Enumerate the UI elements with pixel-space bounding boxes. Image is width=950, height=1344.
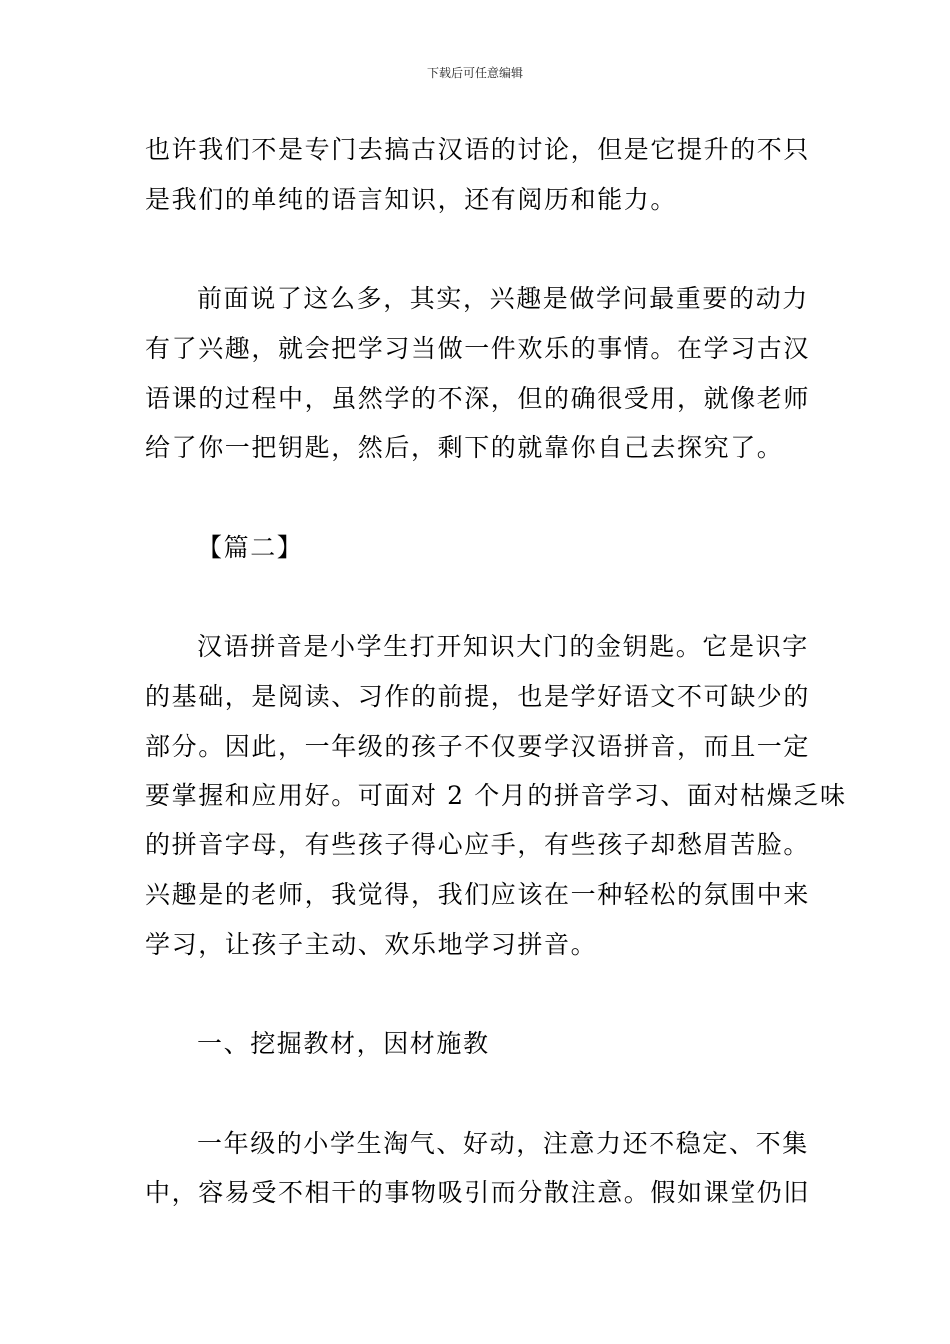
paragraph-2-line-4: 给了你一把钥匙，然后，剩下的就靠你自己去探究了。 <box>145 433 784 462</box>
paragraph-1-line-1: 也许我们不是专门去搞古汉语的讨论，但是它提升的不只 <box>145 135 811 164</box>
paragraph-3-line-1: 汉语拼音是小学生打开知识大门的金钥匙。它是识字 <box>197 632 809 661</box>
paragraph-3-line-2: 的基础，是阅读、习作的前提，也是学好语文不可缺少的 <box>145 682 811 711</box>
paragraph-3-line-6: 兴趣是的老师，我觉得，我们应该在一种轻松的氛围中来 <box>145 880 811 909</box>
paragraph-3-line-5: 的拼音字母，有些孩子得心应手，有些孩子却愁眉苦脸。 <box>145 830 811 859</box>
paragraph-4-line-1: 一年级的小学生淘气、好动，注意力还不稳定、不集 <box>197 1129 809 1158</box>
paragraph-2-line-2: 有了兴趣，就会把学习当做一件欢乐的事情。在学习古汉 <box>145 334 811 363</box>
page-header: 下载后可任意编辑 <box>426 66 523 80</box>
paragraph-2-line-1: 前面说了这么多，其实，兴趣是做学问最重要的动力 <box>197 284 809 313</box>
paragraph-1-line-2: 是我们的单纯的语言知识，还有阅历和能力。 <box>145 185 678 214</box>
paragraph-3-line-3: 部分。因此，一年级的孩子不仅要学汉语拼音，而且一定 <box>145 732 811 761</box>
paragraph-2-line-3: 语课的过程中，虽然学的不深，但的确很受用，就像老师 <box>145 384 811 413</box>
section-heading: 【篇二】 <box>197 533 304 562</box>
paragraph-4-line-2: 中，容易受不相干的事物吸引而分散注意。假如课堂仍旧 <box>145 1178 811 1207</box>
subsection-heading: 一、挖掘教材，因材施教 <box>197 1029 490 1058</box>
paragraph-3-line-4: 要掌握和应用好。可面对 2 个月的拼音学习、面对枯燥乏味 <box>145 781 847 810</box>
paragraph-3-line-7: 学习，让孩子主动、欢乐地学习拼音。 <box>145 930 598 959</box>
